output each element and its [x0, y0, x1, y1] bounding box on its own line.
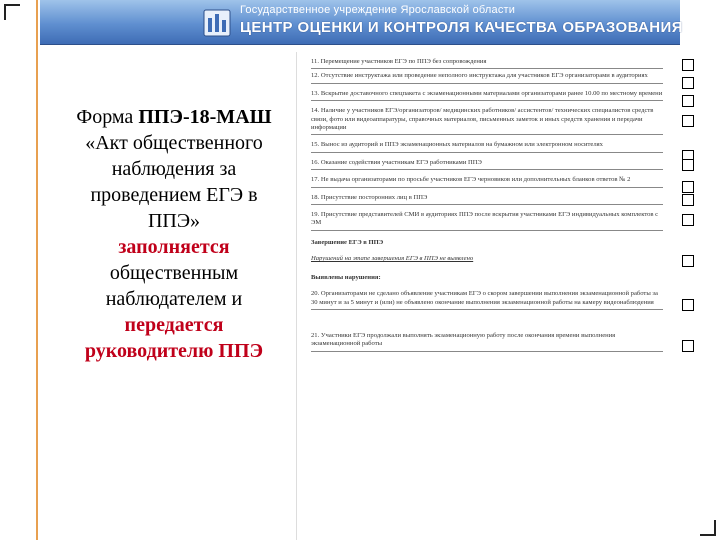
caption-line-8: наблюдателем и [105, 288, 243, 310]
empty-checkbox-icon[interactable] [682, 194, 694, 206]
caption-line-5: ППЭ» [147, 210, 201, 232]
empty-checkbox-icon[interactable] [682, 214, 694, 226]
form-items-list [311, 58, 663, 355]
slide-caption [44, 104, 304, 364]
caption-line-7: общественным [109, 262, 239, 284]
form-item: 13. Вскрытие доставочного спецпакета с экзаменационными материалами организаторами ранее 10.00 по местному времени [311, 90, 663, 101]
corner-mark-bottom-right [700, 520, 716, 536]
form-item: 16. Оказание содействия участникам ЕГЭ работниками ППЭ [311, 159, 663, 170]
caption-line-10: руководителю ППЭ [84, 340, 264, 362]
no-violations-row: Нарушений на этапе завершения ЕГЭ в ППЭ не выявлено [311, 255, 663, 265]
form-item: 15. Вынос из аудиторий и ППЭ экзаменационных материалов на бумажном или электронном носителях [311, 141, 663, 152]
caption-line-3: наблюдения за [111, 158, 237, 180]
org-line: Государственное учреждение Ярославской области [240, 4, 516, 16]
org-name: ЦЕНТР ОЦЕНКИ И КОНТРОЛЯ КАЧЕСТВА ОБРАЗОВАНИЯ [240, 19, 683, 36]
form-item: 18. Присутствие посторонних лиц в ППЭ [311, 194, 663, 205]
form-item: 19. Присутствие представителей СМИ в аудиториях ППЭ после вскрытия участниками ЕГЭ индивидуальных комплектов с ЭМ [311, 211, 663, 231]
empty-checkbox-icon[interactable] [682, 77, 694, 89]
caption-line-6: заполняется [118, 236, 230, 258]
empty-checkbox-icon[interactable] [682, 299, 694, 311]
caption-line-1: Форма ППЭ-18-МАШ [76, 106, 272, 128]
empty-checkbox-icon[interactable] [682, 95, 694, 107]
corner-mark-top-left [4, 4, 20, 20]
form-item: 21. Участники ЕГЭ продолжали выполнять экзаменационную работу после окончания времени выполнения экзаменационной работы [311, 332, 663, 352]
form-item: 17. Не выдача организаторами по просьбе участников ЕГЭ черновиков или дополнительных бланков ответов № 2 [311, 176, 663, 187]
caption-line-9: передается [124, 314, 224, 336]
empty-checkbox-icon[interactable] [682, 115, 694, 127]
form-item: 20. Организаторами не сделано объявление участникам ЕГЭ о скором завершении выполнения экзаменационной работы за 30 минут и за 5 минут и (или) не объявлено окончание выполнения экзаменационной работы на камеру видеонаблюдения [311, 290, 663, 310]
header-banner [40, 0, 683, 45]
empty-checkbox-icon[interactable] [682, 340, 694, 352]
form-item: 14. Наличие у участников ЕГЭ/организаторов/ медицинских работников/ ассистентов/ технических специалистов средств связи, фото или видеоаппаратуры, справочных материалов, письменных заметок и иных средств хранения и передачи информации [311, 107, 663, 135]
empty-checkbox-icon[interactable] [682, 159, 694, 171]
left-accent-stripe [36, 0, 38, 540]
section-title: Завершение ЕГЭ в ППЭ [311, 238, 384, 246]
empty-checkbox-icon[interactable] [682, 181, 694, 193]
building-logo-icon [202, 6, 232, 38]
form-document-scan [296, 52, 693, 540]
empty-checkbox-icon[interactable] [682, 59, 694, 71]
violations-found-label: Выявлены нарушения: [311, 273, 381, 281]
caption-line-2: «Акт общественного [85, 132, 263, 154]
form-item: 11. Перемещение участников ЕГЭ по ППЭ без сопровождения [311, 58, 663, 69]
caption-line-4: проведением ЕГЭ в [90, 184, 258, 206]
empty-checkbox-icon[interactable] [682, 255, 694, 267]
form-item: 12. Отсутствие инструктажа или проведение неполного инструктажа для участников ЕГЭ организаторами в аудиториях [311, 72, 663, 83]
